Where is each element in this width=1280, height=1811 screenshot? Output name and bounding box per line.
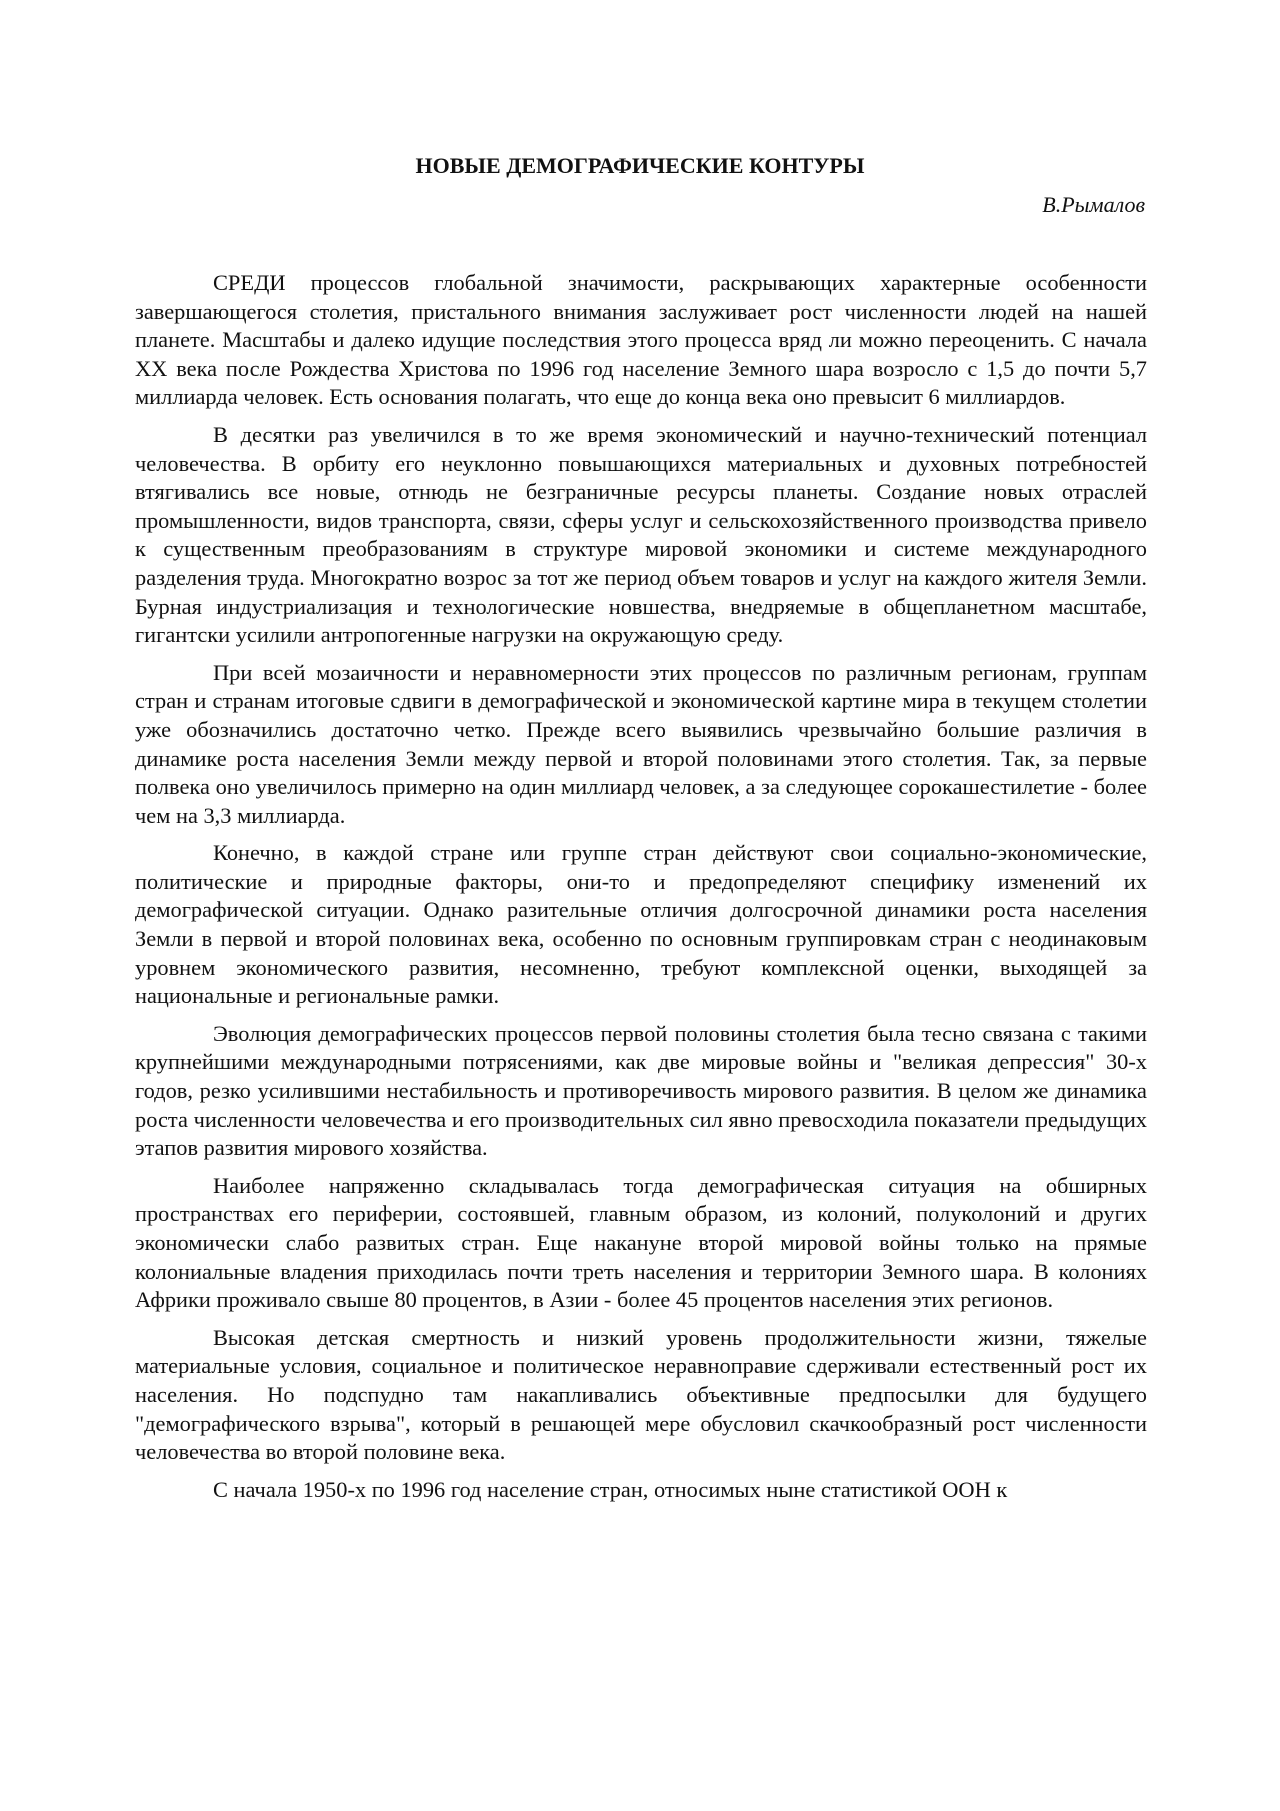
paragraph-8: С начала 1950-х по 1996 год население стран, относимых ныне статистикой ООН к: [213, 1476, 1008, 1502]
paragraph-7: Высокая детская смертность и низкий уровень продолжительности жизни, тяжелые материальные условия, социальное и политическое неравноправие сдерживали естественный рост их населения. Но подспудно там накапливались объективные предпосылки для будущего "демографического взрыва", который в решающей мере обусловил скачкообразный рост численности человечества во второй половине века.: [135, 1324, 1147, 1465]
paragraph-4: Конечно, в каждой стране или группе стран действуют свои социально-экономические, политические и природные факторы, они-то и предопределяют специфику изменений их демографической ситуации. Однако разительные отличия долгосрочной динамики роста населения Земли в первой и второй половинах века, особенно по основным группировкам стран с неодинаковым уровнем экономического развития, несомненно, требуют комплексной оценки, выходящей за национальные и региональные рамки.: [135, 840, 1147, 1009]
paragraph-2: В десятки раз увеличился в то же время экономический и научно-технический потенциал человечества. В орбиту его неуклонно повышающихся материальных и духовных потребностей втягивались все новые, отнюдь не безграничные ресурсы планеты. Создание новых отраслей промышленности, видов транспорта, связи, сферы услуг и сельскохозяйственного производства привело к существенным преобразованиям в структуре мировой экономики и системе международного разделения труда. Многократно возрос за тот же период объем товаров и услуг на каждого жителя Земли. Бурная индустриализация и технологические новшества, внедряемые в общепланетном масштабе, гигантски усилили антропогенные нагрузки на окружающую среду.: [135, 421, 1147, 648]
paragraph-6: Наиболее напряженно складывалась тогда демографическая ситуация на обширных пространствах его периферии, состоявшей, главным образом, из колоний, полуколоний и других экономически слабо развитых стран. Еще накануне второй мировой войны только на прямые колониальные владения приходилась почти треть населения и территории Земного шара. В колониях Африки проживало свыше 80 процентов, в Азии - более 45 процентов населения этих регионов.: [135, 1172, 1147, 1313]
paragraph-1: СРЕДИ процессов глобальной значимости, раскрывающих характерные особенности завершающегося столетия, пристального внимания заслуживает рост численности людей на нашей планете. Масштабы и далеко идущие последствия этого процесса вряд ли можно переоценить. С начала XX века после Рождества Христова по 1996 год население Земного шара возросло с 1,5 до почти 5,7 миллиарда человек. Есть основания полагать, что еще до конца века оно превысит 6 миллиардов.: [135, 270, 1147, 410]
author-name: В.Рымалов: [1042, 192, 1145, 217]
paragraph-5: Эволюция демографических процессов первой половины столетия была тесно связана с такими крупнейшими международными потрясениями, как две мировые войны и "великая депрессия" 30-х годов, резко усилившими нестабильность и противоречивость мирового развития. В целом же динамика роста численности человечества и его производительных сил явно превосходила показатели предыдущих этапов развития мирового хозяйства.: [135, 1020, 1147, 1161]
document-title: НОВЫЕ ДЕМОГРАФИЧЕСКИЕ КОНТУРЫ: [415, 153, 865, 178]
paragraph-3: При всей мозаичности и неравномерности этих процессов по различным регионам, группам стран и странам итоговые сдвиги в демографической и экономической картине мира в текущем столетии уже обозначились достаточно четко. Прежде всего выявились чрезвычайно большие различия в динамике роста населения Земли между первой и второй половинами этого столетия. Так, за первые полвека оно увеличилось примерно на один миллиард человек, а за следующее сорокашестилетие - более чем на 3,3 миллиарда.: [135, 659, 1147, 828]
article-body: [135, 269, 1147, 1513]
